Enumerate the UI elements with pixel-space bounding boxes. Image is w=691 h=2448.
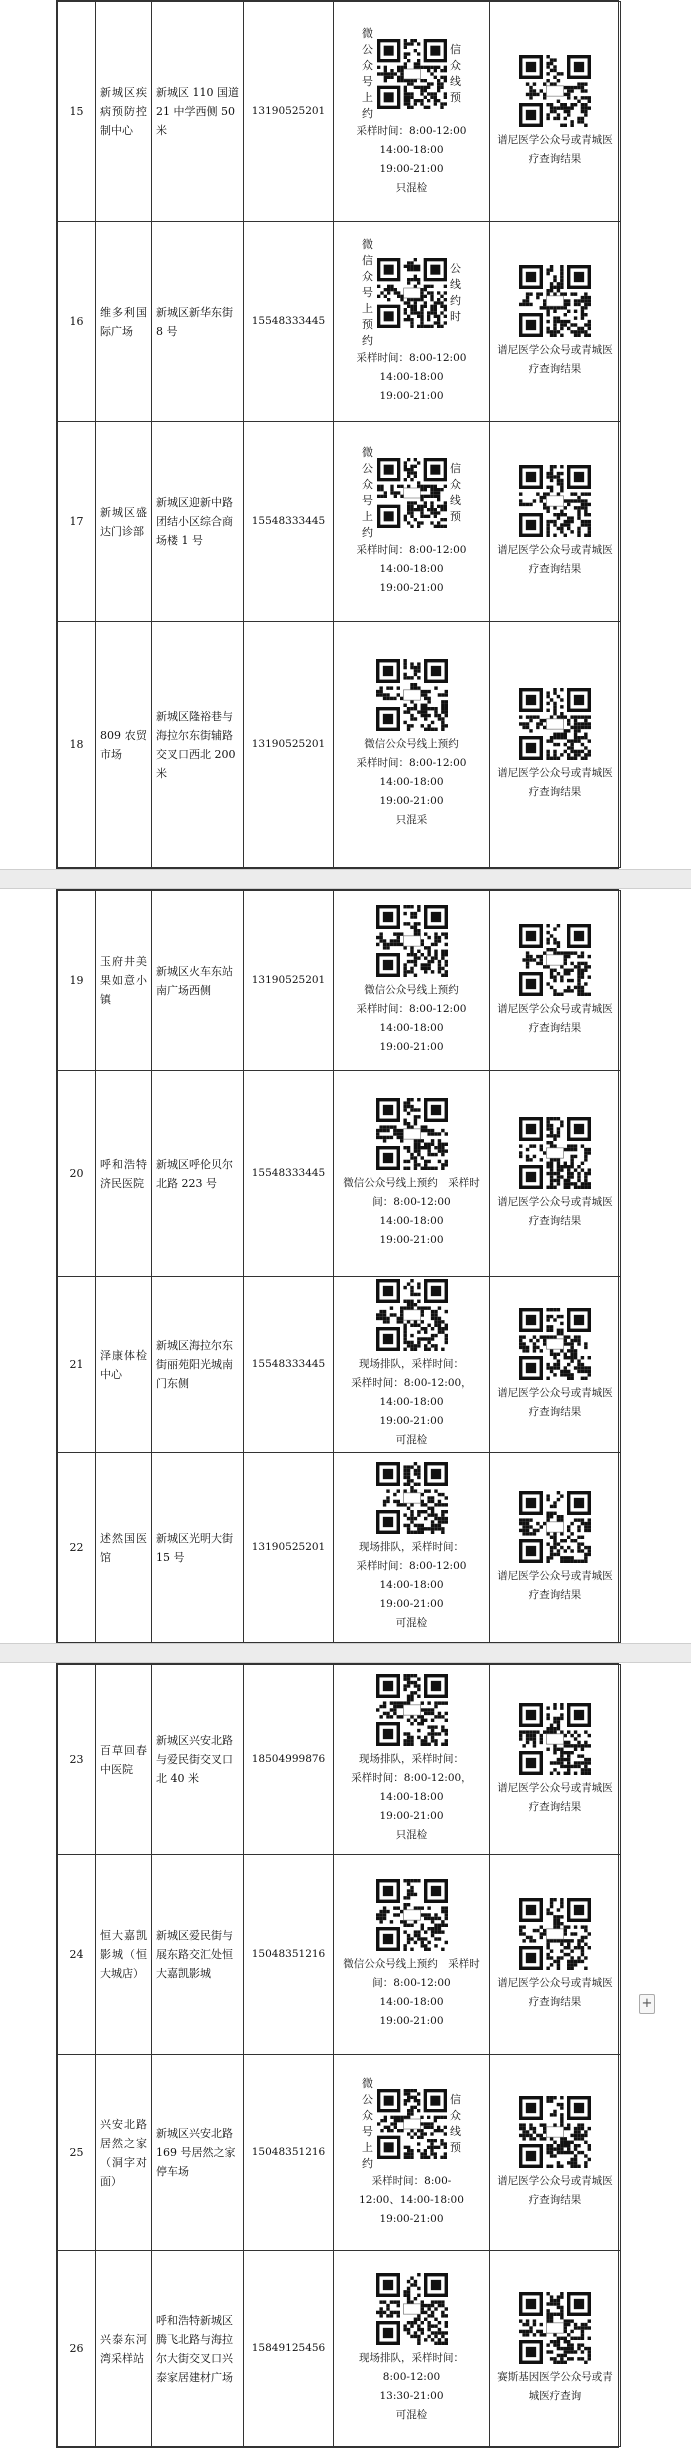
- table-row: [58, 1277, 621, 1453]
- result-cell: [490, 622, 621, 868]
- site-name: 新城区盛达门诊部: [96, 422, 152, 622]
- site-address: 新城区兴安北路与爱民街交叉口北 40 米: [152, 1665, 244, 1855]
- result-cell: [490, 2251, 621, 2447]
- contact-phone: 13190525201: [244, 1453, 334, 1643]
- site-name: 维多利国际广场: [96, 222, 152, 422]
- contact-phone: 15548333445: [244, 422, 334, 622]
- booking-qr-code-icon: [376, 659, 448, 731]
- booking-info: 现场排队，采样时间： 采样时间：8:00-12:00， 14:00-18:00 19:00-21:00 只混检: [351, 1753, 472, 1841]
- result-cell: [490, 2, 621, 222]
- table-row: [58, 2, 621, 222]
- site-name: 泽康体检中心: [96, 1277, 152, 1453]
- booking-info: 现场排队，采样时间： 采样时间：8:00-12:00， 14:00-18:00 19:00-21:00 可混检: [351, 1358, 472, 1446]
- booking-side-left: 微公众号上约: [362, 2077, 373, 2170]
- result-qr-code-icon: [519, 688, 591, 760]
- booking-info: 采样时间：8:00-12:00 14:00-18:00 19:00-21:00 只混检: [356, 124, 467, 194]
- row-number: 24: [58, 1855, 96, 2055]
- booking-info: 采样时间：8:00-12:00 14:00-18:00 19:00-21:00: [356, 352, 467, 402]
- result-qr-code-icon: [519, 1703, 591, 1775]
- site-address: 新城区迎新中路团结小区综合商场楼 1 号: [152, 422, 244, 622]
- result-info: 谱尼医学公众号或青城医疗查询结果: [497, 1781, 613, 1813]
- site-address: 新城区呼伦贝尔北路 223 号: [152, 1071, 244, 1277]
- contact-phone: 13190525201: [244, 891, 334, 1071]
- booking-side-left: 微公众号上约: [362, 26, 373, 120]
- page-break-1: [0, 869, 691, 889]
- booking-cell: [334, 2055, 490, 2251]
- site-address: 新城区新华东街 8 号: [152, 222, 244, 422]
- contact-phone: 15548333445: [244, 1277, 334, 1453]
- booking-cell: [334, 1665, 490, 1855]
- result-info: 谱尼医学公众号或青城医疗查询结果: [497, 543, 613, 575]
- site-name: 809 农贸市场: [96, 622, 152, 868]
- booking-cell: [334, 2251, 490, 2447]
- result-cell: [490, 891, 621, 1071]
- result-info: 谱尼医学公众号或青城医疗查询结果: [497, 2174, 613, 2206]
- booking-info: 现场排队，采样时间： 采样时间：8:00-12:00 14:00-18:00 19:00-21:00 可混检: [356, 1541, 467, 1629]
- result-info: 谱尼医学公众号或青城医疗查询结果: [497, 766, 613, 798]
- document-page-1: [56, 0, 619, 869]
- row-number: 25: [58, 2055, 96, 2251]
- booking-side-right: 公线约时: [450, 262, 461, 323]
- booking-qr-block: [338, 2076, 485, 2172]
- table-row: [58, 891, 621, 1071]
- booking-cell: [334, 622, 490, 868]
- booking-info: 采样时间：8:00-12:00 14:00-18:00 19:00-21:00: [356, 544, 467, 594]
- booking-side-left: 微公众号上约: [362, 446, 373, 539]
- row-number: 20: [58, 1071, 96, 1277]
- row-number: 18: [58, 622, 96, 868]
- page-break-2: [0, 1643, 691, 1663]
- booking-qr-block: [338, 237, 485, 349]
- booking-qr-code-icon: [376, 1098, 448, 1170]
- table-row: [58, 1071, 621, 1277]
- booking-info: 微信公众号线上预约 采样时间：8:00-12:00 14:00-18:00 19:00-21:00 只混采: [356, 738, 467, 826]
- table-row: [58, 1855, 621, 2055]
- contact-phone: 15048351216: [244, 2055, 334, 2251]
- result-cell: [490, 1665, 621, 1855]
- result-cell: [490, 222, 621, 422]
- result-qr-code-icon: [519, 465, 591, 537]
- booking-cell: [334, 1855, 490, 2055]
- sampling-sites-table-1: [57, 1, 621, 868]
- booking-cell: [334, 2, 490, 222]
- result-qr-code-icon: [519, 55, 591, 127]
- site-name: 呼和浩特济民医院: [96, 1071, 152, 1277]
- row-number: 22: [58, 1453, 96, 1643]
- booking-side-right: 信众线预: [450, 42, 461, 104]
- contact-phone: 15849125456: [244, 2251, 334, 2447]
- booking-cell: [334, 1453, 490, 1643]
- contact-phone: 15548333445: [244, 1071, 334, 1277]
- site-address: 新城区隆裕巷与海拉尔东街辅路交叉口西北 200 米: [152, 622, 244, 868]
- contact-phone: 13190525201: [244, 622, 334, 868]
- booking-cell: [334, 891, 490, 1071]
- site-address: 呼和浩特新城区腾飞北路与海拉尔大街交叉口兴泰家居建材广场: [152, 2251, 244, 2447]
- booking-info: 微信公众号线上预约 采样时间：8:00-12:00 14:00-18:00 19:00-21:00: [343, 1957, 480, 2027]
- table-row: [58, 1453, 621, 1643]
- booking-info: 采样时间：8:00- 12:00、14:00-18:00 19:00-21:00: [359, 2175, 464, 2225]
- contact-phone: 15548333445: [244, 222, 334, 422]
- result-qr-code-icon: [519, 1491, 591, 1563]
- table-row: [58, 422, 621, 622]
- result-info: 谱尼医学公众号或青城医疗查询结果: [497, 1195, 613, 1227]
- table-row: [58, 2251, 621, 2447]
- result-qr-code-icon: [519, 2292, 591, 2364]
- contact-phone: 18504999876: [244, 1665, 334, 1855]
- document-page-3: [56, 1663, 619, 2448]
- booking-cell: [334, 222, 490, 422]
- site-address: 新城区光明大街 15 号: [152, 1453, 244, 1643]
- row-number: 26: [58, 2251, 96, 2447]
- booking-qr-code-icon: [377, 39, 447, 109]
- booking-qr-code-icon: [376, 905, 448, 977]
- booking-side-right: 信众线预: [450, 2093, 461, 2154]
- booking-qr-code-icon: [376, 1462, 448, 1534]
- booking-info: 现场排队，采样时间： 8:00-12:00 13:30-21:00 可混检: [359, 2351, 464, 2421]
- booking-cell: [334, 422, 490, 622]
- booking-qr-block: [338, 445, 485, 541]
- result-qr-code-icon: [519, 1117, 591, 1189]
- row-number: 15: [58, 2, 96, 222]
- site-name: 兴泰东河湾采样站: [96, 2251, 152, 2447]
- booking-qr-code-icon: [377, 258, 447, 328]
- document-page-2: [56, 889, 619, 1644]
- sampling-sites-table-2: [57, 890, 621, 1643]
- result-cell: [490, 1277, 621, 1453]
- row-number: 21: [58, 1277, 96, 1453]
- site-address: 新城区火车东站南广场西侧: [152, 891, 244, 1071]
- booking-side-left: 微信众号上预约: [362, 238, 373, 347]
- booking-side-right: 信众线预: [450, 462, 461, 523]
- table-row: [58, 622, 621, 868]
- add-row-button[interactable]: +: [639, 1994, 655, 2014]
- booking-qr-code-icon: [377, 458, 447, 528]
- table-row: [58, 222, 621, 422]
- result-cell: [490, 422, 621, 622]
- result-info: 谱尼医学公众号或青城医疗查询结果: [497, 133, 613, 165]
- booking-info: 微信公众号线上预约 采样时间：8:00-12:00 14:00-18:00 19:00-21:00: [356, 983, 467, 1053]
- site-address: 新城区爱民街与展东路交汇处恒大嘉凯影城: [152, 1855, 244, 2055]
- site-name: 恒大嘉凯影城（恒大城店）: [96, 1855, 152, 2055]
- contact-phone: 15048351216: [244, 1855, 334, 2055]
- result-qr-code-icon: [519, 2096, 591, 2168]
- result-qr-code-icon: [519, 924, 591, 996]
- result-qr-code-icon: [519, 1308, 591, 1380]
- booking-cell: [334, 1071, 490, 1277]
- table-row: [58, 2055, 621, 2251]
- result-cell: [490, 1453, 621, 1643]
- result-info: 赛斯基因医学公众号或青城医疗查询: [497, 2370, 613, 2402]
- booking-qr-code-icon: [376, 1674, 448, 1746]
- booking-qr-code-icon: [376, 1279, 448, 1351]
- row-number: 17: [58, 422, 96, 622]
- booking-info: 微信公众号线上预约 采样时间：8:00-12:00 14:00-18:00 19:00-21:00: [343, 1176, 480, 1246]
- result-cell: [490, 1071, 621, 1277]
- result-info: 谱尼医学公众号或青城医疗查询结果: [497, 1569, 613, 1601]
- result-cell: [490, 2055, 621, 2251]
- booking-qr-block: [338, 26, 485, 122]
- booking-cell: [334, 1277, 490, 1453]
- site-name: 玉府井美果如意小镇: [96, 891, 152, 1071]
- result-info: 谱尼医学公众号或青城医疗查询结果: [497, 1002, 613, 1034]
- result-info: 谱尼医学公众号或青城医疗查询结果: [497, 1976, 613, 2008]
- site-address: 新城区 110 国道 21 中学西侧 50 米: [152, 2, 244, 222]
- contact-phone: 13190525201: [244, 2, 334, 222]
- site-name: 百草回春中医院: [96, 1665, 152, 1855]
- table-row: [58, 1665, 621, 1855]
- row-number: 16: [58, 222, 96, 422]
- result-qr-code-icon: [519, 265, 591, 337]
- row-number: 19: [58, 891, 96, 1071]
- booking-qr-code-icon: [377, 2089, 447, 2159]
- sampling-sites-table-3: [57, 1664, 621, 2447]
- result-qr-code-icon: [519, 1898, 591, 1970]
- site-address: 新城区兴安北路 169 号居然之家停车场: [152, 2055, 244, 2251]
- row-number: 23: [58, 1665, 96, 1855]
- result-cell: [490, 1855, 621, 2055]
- site-name: 新城区疾病预防控制中心: [96, 2, 152, 222]
- result-info: 谱尼医学公众号或青城医疗查询结果: [497, 1386, 613, 1418]
- site-name: 述然国医馆: [96, 1453, 152, 1643]
- booking-qr-code-icon: [376, 1879, 448, 1951]
- booking-qr-code-icon: [376, 2273, 448, 2345]
- site-name: 兴安北路居然之家（洞字对面）: [96, 2055, 152, 2251]
- result-info: 谱尼医学公众号或青城医疗查询结果: [497, 343, 613, 375]
- site-address: 新城区海拉尔东街丽苑阳光城南门东侧: [152, 1277, 244, 1453]
